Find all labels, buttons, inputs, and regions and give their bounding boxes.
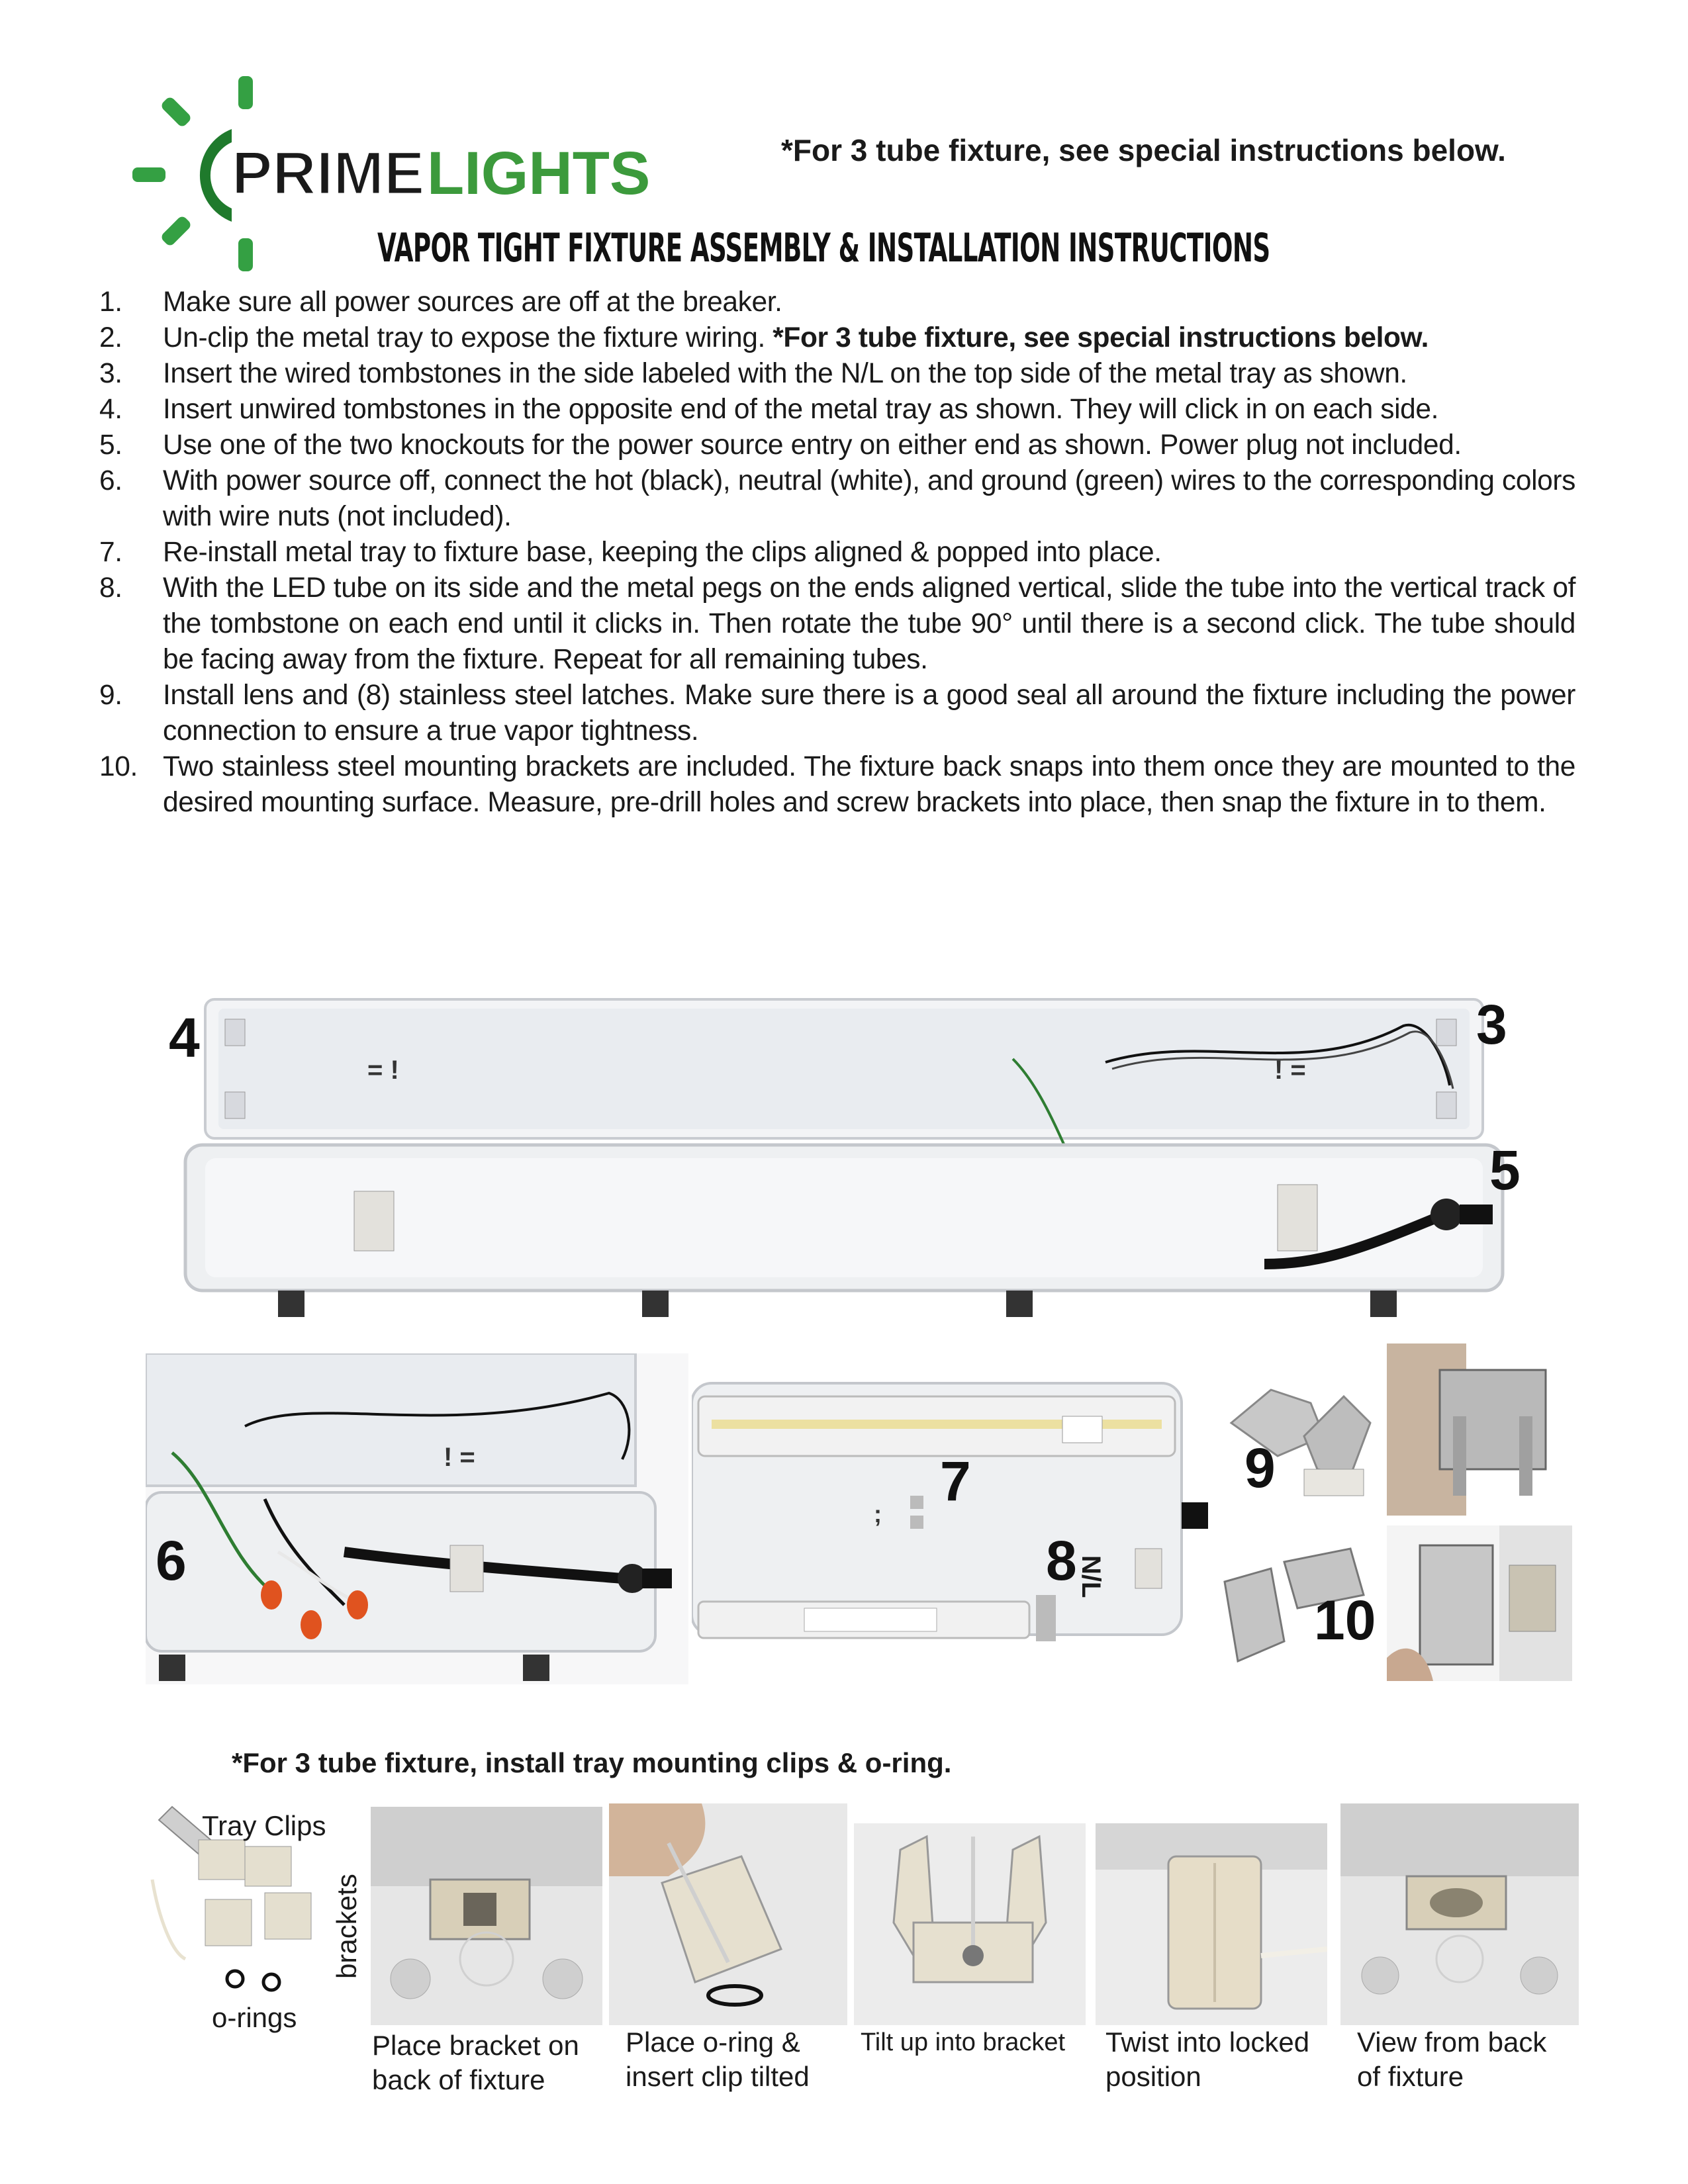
page-title: VAPOR TIGHT FIXTURE ASSEMBLY & INSTALLATION INSTRUCTIONS (377, 225, 1270, 271)
caption-twist-lock: Twist into locked position (1105, 2026, 1310, 2092)
brackets-label: brackets (331, 1874, 362, 1979)
step-text: Two stainless steel mounting brackets are included. The fixture back snaps into them once they are mounted to the desired mounting surface. Measure, pre-drill holes and screw brackets into place, then snap the fixture in to them. (163, 751, 1575, 818)
open-fixture-photo (179, 993, 1516, 1324)
step-photo-twist-lock (1096, 1823, 1327, 2025)
figure-label-9: 9 (1244, 1437, 1276, 1499)
figure-label-4: 4 (169, 1007, 200, 1069)
wiring-photo (146, 1353, 688, 1684)
tray-clips-label: Tray Clips (202, 1810, 326, 1841)
step-item (99, 678, 1575, 749)
caption-view-from-back: View from back of fixture (1357, 2026, 1547, 2092)
figure-label-3: 3 (1476, 993, 1507, 1056)
o-rings-label: o-rings (212, 2002, 297, 2033)
step-text: Insert the wired tombstones in the side labeled with the N/L on the top side of the metal tray as shown. (163, 358, 1407, 389)
step-number: 1. (99, 287, 122, 318)
svg-text:! =: ! = (1274, 1056, 1306, 1085)
bracket-closeup-photo (1387, 1525, 1572, 1681)
svg-text:= !: = ! (367, 1056, 399, 1085)
step-number: 5. (99, 430, 122, 461)
logo-word-prime: PRIME (232, 140, 425, 207)
step-number: 2. (99, 322, 122, 353)
step-item (99, 749, 1575, 821)
figure-label-10: 10 (1314, 1589, 1376, 1651)
figure-label-6: 6 (156, 1529, 187, 1592)
nl-marker: N/L (1076, 1555, 1105, 1598)
step-photo-tilt-up (854, 1823, 1086, 2025)
step-item (99, 535, 1575, 570)
three-tube-heading: *For 3 tube fixture, install tray mounting clips & o-ring. (232, 1747, 952, 1778)
special-note: *For 3 tube fixture, see special instructions below. (781, 133, 1506, 167)
step-photo-place-bracket (371, 1807, 602, 2025)
svg-text:;: ; (874, 1500, 882, 1527)
caption-place-bracket: Place bracket on back of fixture (372, 2030, 579, 2095)
figure-label-5: 5 (1489, 1139, 1521, 1201)
caption-tilt-up: Tilt up into bracket (861, 2028, 1066, 2056)
step-item (99, 356, 1575, 392)
step-text: With power source off, connect the hot (black), neutral (white), and ground (green) wires to the corresponding colors with wire nuts (not included). (163, 465, 1575, 532)
step-item (99, 463, 1575, 535)
step-item (99, 285, 1575, 320)
step-text: Re-install metal tray to fixture base, keeping the clips aligned & popped into place. (163, 537, 1162, 568)
step-number: 9. (99, 680, 122, 711)
step-number: 7. (99, 537, 122, 568)
step-photo-place-oring (609, 1803, 847, 2025)
tube-install-photo (692, 1377, 1221, 1661)
step-number: 3. (99, 358, 122, 389)
instruction-list (99, 285, 1575, 821)
step-text: Insert unwired tombstones in the opposite end of the metal tray as shown. They will click in on each side. (163, 394, 1439, 425)
step-text: Use one of the two knockouts for the power source entry on either end as shown. Power plug not included. (163, 430, 1462, 461)
step-text: Make sure all power sources are off at the breaker. (163, 287, 782, 318)
step-number: 4. (99, 394, 122, 425)
step-text: With the LED tube on its side and the metal pegs on the ends aligned vertical, slide the tube into the vertical track of the tombstone on each end until it clicks in. Then rotate the tube 90° until there is a second click. The tube should be facing away from the fixture. Repeat for all remaining tubes. (163, 572, 1575, 675)
step-number: 6. (99, 465, 122, 496)
latch-closeup-photo (1387, 1343, 1572, 1516)
svg-text:! =: ! = (444, 1443, 475, 1472)
step-number: 8. (99, 572, 122, 604)
figure-label-7: 7 (940, 1450, 971, 1512)
step-text: Un-clip the metal tray to expose the fixture wiring. (163, 322, 773, 353)
step-item (99, 320, 1575, 356)
step-text: Install lens and (8) stainless steel latches. Make sure there is a good seal all around the fixture including the power connection to ensure a true vapor tightness. (163, 680, 1575, 747)
caption-place-oring: Place o-ring & insert clip tilted (626, 2026, 810, 2092)
figure-label-8: 8 (1046, 1529, 1077, 1592)
step-item (99, 392, 1575, 428)
step-bold-note: *For 3 tube fixture, see special instructions below. (773, 322, 1429, 353)
logo-word-lights: LIGHTS (427, 140, 651, 207)
step-item (99, 570, 1575, 678)
step-item (99, 428, 1575, 463)
step-number: 10. (99, 751, 138, 782)
step-photo-view-from-back (1340, 1803, 1579, 2025)
